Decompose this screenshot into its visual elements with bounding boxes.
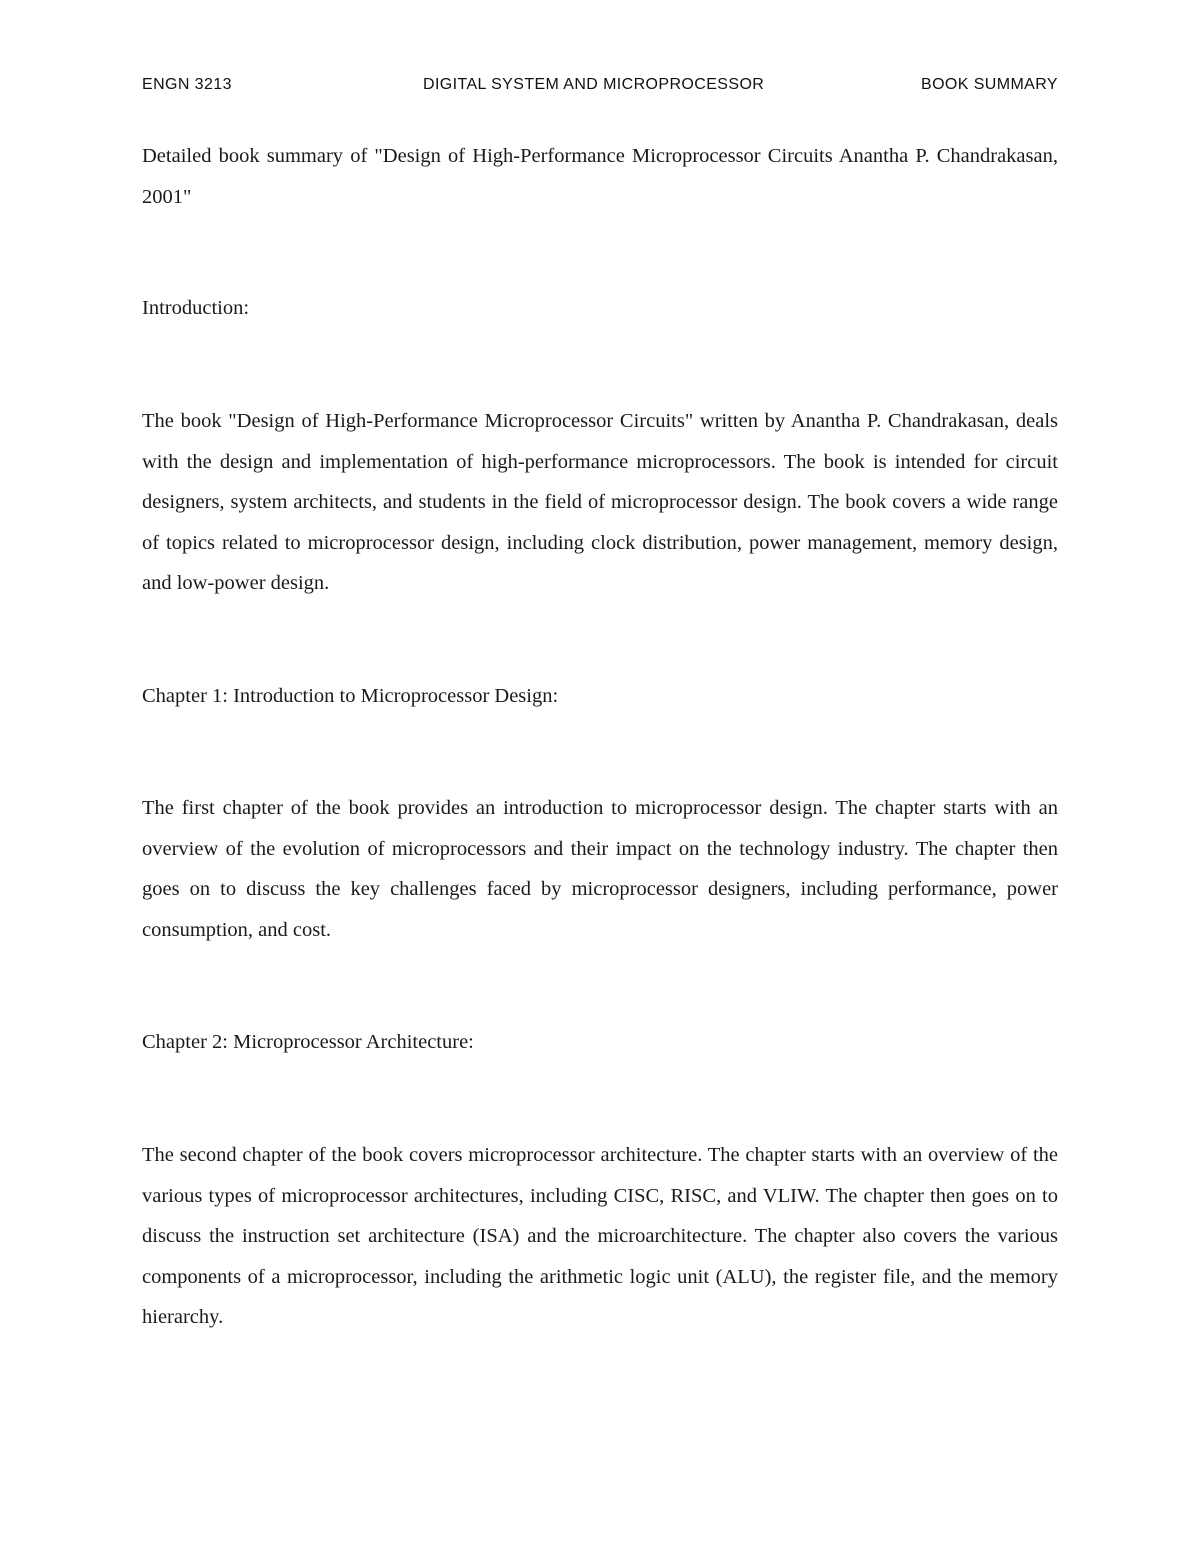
page-header	[142, 76, 1058, 100]
section-heading-chapter-2: Chapter 2: Microprocessor Architecture:	[142, 1031, 474, 1053]
section-heading-chapter-1: Chapter 1: Introduction to Microprocessor Design:	[142, 685, 559, 707]
header-course-code: ENGN 3213	[142, 76, 232, 93]
section-paragraph-introduction: The book "Design of High-Performance Microprocessor Circuits" written by Anantha P. Chandrakasan, deals with the design and implementation of high-performance microprocessors. The book is intended for circuit designers, system architects, and students in the field of microprocessor design. The book covers a wide range of topics related to microprocessor design, including clock distribution, power management, memory design, and low-power design.	[142, 410, 1058, 594]
header-doc-type: BOOK SUMMARY	[921, 76, 1058, 93]
section-heading-introduction: Introduction:	[142, 297, 250, 319]
header-course-title: DIGITAL SYSTEM AND MICROPROCESSOR	[423, 76, 765, 93]
section-paragraph-chapter-2: The second chapter of the book covers microprocessor architecture. The chapter starts with an overview of the various types of microprocessor architectures, including CISC, RISC, and VLIW. The chapter then goes on to discuss the instruction set architecture (ISA) and the microarchitecture. The chapter also covers the various components of a microprocessor, including the arithmetic logic unit (ALU), the register file, and the memory hierarchy.	[142, 1144, 1058, 1328]
section-paragraph-chapter-1: The first chapter of the book provides an introduction to microprocessor design. The chapter starts with an overview of the evolution of microprocessors and their impact on the technology industry. The chapter then goes on to discuss the key challenges faced by microprocessor designers, including performance, power consumption, and cost.	[142, 797, 1058, 941]
document-title: Detailed book summary of "Design of High-Performance Microprocessor Circuits Anantha P. Chandrakasan, 2001"	[142, 145, 1058, 208]
